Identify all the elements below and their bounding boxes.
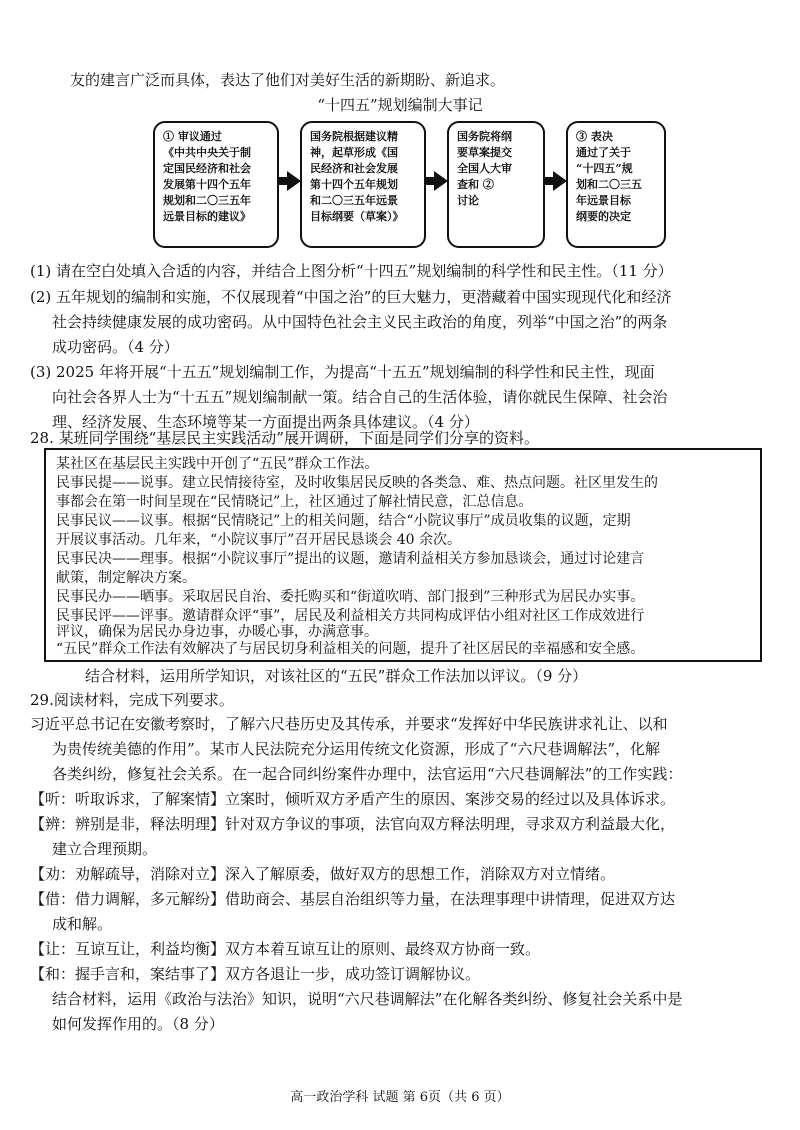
q28-material-box bbox=[44, 448, 762, 662]
flow-box-2-line: 第十四个五年规划 bbox=[310, 178, 398, 191]
flow-box-4 bbox=[566, 121, 666, 248]
material-line: 民事民提——说事。建立民情接待室，及时收集居民反映的各类急、难、热点问题。社区里发生的 bbox=[56, 475, 658, 491]
q29-line: 【辨：辨别是非，释法明理】针对双方争议的事项，法官向双方释法明理，寻求双方利益最大化， bbox=[30, 815, 676, 833]
question-2-line: 成功密码。（4 分） bbox=[52, 338, 179, 356]
flow-box-1-line: ① 审议通过 bbox=[163, 130, 222, 143]
flow-box-1 bbox=[153, 121, 279, 248]
arrow-2 bbox=[434, 171, 448, 191]
material-line: 事都会在第一时间呈现在“民情晓记”上，社区通过了解社情民意，汇总信息。 bbox=[56, 494, 533, 510]
q28-heading: 28. 某班同学围绕“基层民主实践活动”展开调研，下面是同学们分享的资料。 bbox=[30, 429, 539, 447]
flow-box-2-line: 目标纲要（草案）》 bbox=[310, 210, 404, 223]
flow-box-4-line: 通过了关于 bbox=[576, 146, 631, 159]
flow-box-4-line: ③ 表决 bbox=[576, 130, 613, 143]
q29-line: 结合材料，运用《政治与法治》知识，说明“六尺巷调解法”在化解各类纠纷、修复社会关系中是 bbox=[52, 990, 683, 1008]
q29-line: 【劝：劝解疏导，消除对立】深入了解原委，做好双方的思想工作，消除双方对立情绪。 bbox=[30, 865, 616, 883]
q29-line: 如何发挥作用的。（8 分） bbox=[52, 1015, 224, 1033]
q29-heading: 29.阅读材料，完成下列要求。 bbox=[30, 691, 234, 709]
flow-box-4-line: “十四五”规 bbox=[576, 162, 633, 175]
flow-box-3-line: 国务院将纲 bbox=[457, 130, 512, 143]
flow-box-1-line: 规划和二〇三五年 bbox=[163, 194, 251, 207]
flow-box-2-line: 神，起草形成《国 bbox=[310, 146, 398, 159]
flow-box-3-line: 查和 ② bbox=[457, 178, 494, 191]
intro-text: 友的建言广泛而具体，表达了他们对美好生活的新期盼、新追求。 bbox=[70, 71, 506, 89]
q29-line: 建立合理预期。 bbox=[52, 840, 158, 858]
q29-line: 习近平总书记在安徽考察时，了解六尺巷历史及其传承，并要求“发挥好中华民族讲求礼让、以和 bbox=[30, 715, 668, 733]
flow-box-2-line: 和二〇三五年远景 bbox=[310, 194, 398, 207]
question-3-line: 理、经济发展、生态环境等某一方面提出两条具体建议。（4 分） bbox=[52, 413, 479, 431]
material-line: 献策，制定解决方案。 bbox=[56, 570, 196, 586]
arrow-1 bbox=[287, 171, 301, 191]
flow-box-1-line: 远景目标的建议》 bbox=[163, 210, 251, 223]
flow-box-1-line: 发展第十四个五年 bbox=[163, 178, 251, 191]
q28-question: 结合材料，运用所学知识，对该社区的“五民”群众工作法加以评议。（9 分） bbox=[85, 667, 588, 685]
flow-box-3-line: 全国人大审 bbox=[457, 162, 512, 175]
flow-box-2 bbox=[300, 121, 426, 248]
material-line: 民事民决——理事。根据“小院议事厅”提出的议题，邀请利益相关方参加恳谈会，通过讨论建言 bbox=[56, 551, 645, 567]
question-3-line: (3) 2025 年将开展“十五五”规划编制工作，为提高“十五五”规划编制的科学性和民主性，现面 bbox=[30, 363, 655, 381]
page-footer: 高一政治学科 试题 第 6页（共 6 页） bbox=[290, 1090, 510, 1105]
question-3-line: 向社会各界人士为“十五五”规划编制献一策。结合自己的生活体验，请你就民生保障、社会治 bbox=[52, 388, 668, 406]
flow-box-3-line: 要草案提交 bbox=[457, 146, 512, 159]
question-2-line: (2) 五年规划的编制和实施，不仅展现着“中国之治”的巨大魅力，更潜藏着中国实现现代化和经济 bbox=[30, 288, 672, 306]
flow-box-2-line: 民经济和社会发展 bbox=[310, 162, 398, 175]
q29-line: 【让：互谅互让，利益均衡】双方本着互谅互让的原则、最终双方协商一致。 bbox=[30, 940, 541, 958]
q29-line: 【听：听取诉求，了解案情】立案时，倾听双方矛盾产生的原因、案涉交易的经过以及具体诉求。 bbox=[30, 790, 676, 808]
material-line: 某社区在基层民主实践中开创了“五民”群众工作法。 bbox=[56, 456, 379, 472]
flow-box-3 bbox=[447, 121, 545, 248]
q29-line: 【和：握手言和，案结事了】双方各退让一步，成功签订调解协议。 bbox=[30, 965, 481, 983]
flow-box-2-line: 国务院根据建议精 bbox=[310, 130, 398, 143]
material-line: 评议，确保为居民办身边事，办暖心事，办满意事。 bbox=[56, 624, 378, 640]
question-2-line: 社会持续健康发展的成功密码。从中国特色社会主义民主政治的角度，列举“中国之治”的两条 bbox=[52, 313, 668, 331]
material-line: “五民”群众工作法有效解决了与居民切身利益相关的问题，提升了社区居民的幸福感和安全感。 bbox=[56, 641, 645, 657]
flow-box-3-line: 讨论 bbox=[457, 194, 479, 207]
flow-box-4-line: 年远景目标 bbox=[576, 194, 631, 207]
flow-box-1-line: 定国民经济和社会 bbox=[163, 162, 251, 175]
material-line: 民事民议——议事。根据“民情晓记”上的相关问题，结合“小院议事厅”成员收集的议题，定期 bbox=[56, 513, 631, 529]
q29-line: 成和解。 bbox=[52, 915, 113, 933]
flow-box-1-line: 《中共中央关于制 bbox=[163, 146, 251, 159]
q29-line: 为贵传统美德的作用”。某市人民法院充分运用传统文化资源，形成了“六尺巷调解法”，化解 bbox=[52, 740, 661, 758]
arrow-3 bbox=[553, 171, 567, 191]
q29-line: 【借：借力调解，多元解纷】借助商会、基层自治组织等力量，在法理事理中讲情理，促进双方达 bbox=[30, 890, 676, 908]
material-line: 民事民评——评事。邀请群众评“事”，居民及利益相关方共同构成评估小组对社区工作成效进行 bbox=[56, 608, 645, 624]
diagram-title: “十四五”规划编制大事记 bbox=[317, 96, 483, 114]
flow-box-4-line: 划和二〇三五 bbox=[576, 178, 642, 191]
material-line: 开展议事活动。几年来，“小院议事厅”召开居民恳谈会 40 余次。 bbox=[56, 532, 462, 548]
q29-line: 各类纠纷，修复社会关系。在一起合同纠纷案件办理中，法官运用“六尺巷调解法”的工作实践： bbox=[52, 765, 683, 783]
flow-box-4-line: 纲要的决定 bbox=[576, 210, 631, 223]
question-1: (1) 请在空白处填入合适的内容，并结合上图分析“十四五”规划编制的科学性和民主性。（11 分） bbox=[30, 262, 673, 280]
material-line: 民事民办——晒事。采取居民自治、委托购买和“街道吹哨、部门报到”三种形式为居民办实事。 bbox=[56, 589, 645, 605]
